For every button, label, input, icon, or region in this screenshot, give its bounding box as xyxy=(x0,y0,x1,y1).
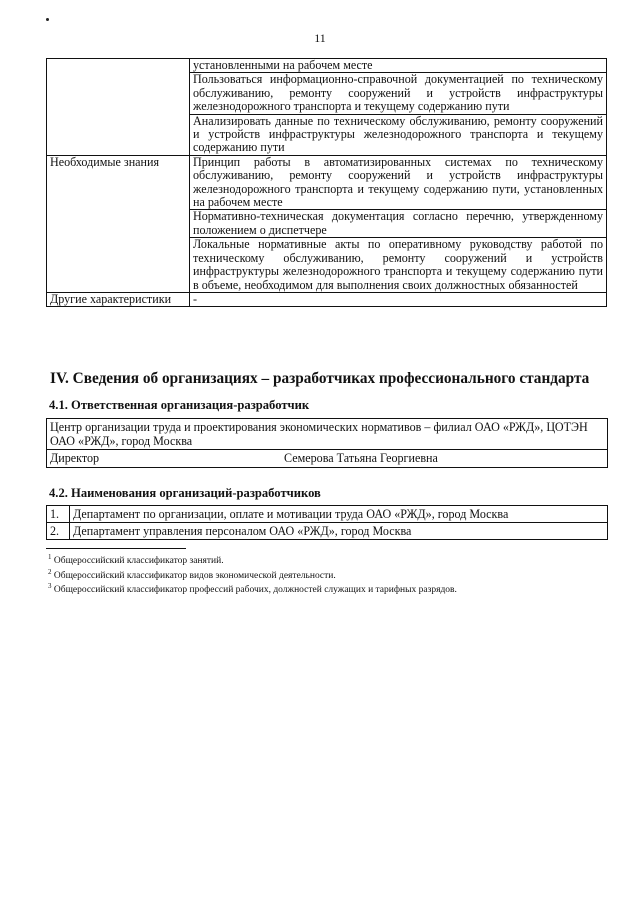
table-cell: Пользоваться информационно-справочной документацией по техническому обслуживанию, ремонту сооружений и устройств инфраструктуры железнодорожного транспорта и текущему содержанию пути xyxy=(190,73,607,114)
footnote xyxy=(48,581,457,596)
footnotes xyxy=(48,552,457,596)
responsible-org-table xyxy=(46,418,608,468)
table-cell: установленными на рабочем месте xyxy=(190,59,607,73)
characteristics-table xyxy=(46,58,607,307)
table-row xyxy=(47,155,607,210)
person-name: Семерова Татьяна Георгиевна xyxy=(284,451,438,465)
developers-table xyxy=(46,505,608,540)
section-title: IV. Сведения об организациях – разработчиках профессионального стандарта xyxy=(50,370,590,387)
table-row xyxy=(47,419,608,450)
table-row xyxy=(47,506,608,523)
footnote-text: Общероссийский классификатор профессий рабочих, должностей служащих и тарифных разрядов. xyxy=(51,585,457,596)
page-number: 11 xyxy=(314,31,326,45)
table-cell: Локальные нормативные акты по оперативному руководству работой по техническому обслуживанию, ремонту сооружений и устройств инфраструктуры железнодорожного транспорта и текущему содержанию пути в объеме, необходимом для выполнения своих должностных обязанностей xyxy=(190,238,607,293)
footnote xyxy=(48,552,457,567)
footnote-text: Общероссийский классификатор занятий. xyxy=(51,556,224,567)
position-label: Директор xyxy=(50,451,100,465)
subsection-title-responsible: 4.1. Ответственная организация-разработчик xyxy=(49,398,310,412)
footnote-mark: 2 xyxy=(48,567,52,576)
row-label-knowledge: Необходимые знания xyxy=(47,155,190,292)
footnote-mark: 1 xyxy=(48,553,52,561)
table-row xyxy=(47,292,607,306)
table-cell: Анализировать данные по техническому обслуживанию, ремонту сооружений и устройств инфраструктуры железнодорожного транспорта и текущему содержанию пути xyxy=(190,114,607,155)
scan-dot xyxy=(46,18,49,21)
organization-name: Центр организации труда и проектирования экономических нормативов – филиал ОАО «РЖД», ЦОТЭН ОАО «РЖД», город Москва xyxy=(47,419,608,450)
footnote-mark: 3 xyxy=(48,582,52,591)
footnote-divider xyxy=(46,548,186,549)
table-row xyxy=(47,523,608,540)
table-row xyxy=(47,59,607,73)
item-number: 1. xyxy=(47,506,70,523)
subsection-title-developers: 4.2. Наименования организаций-разработчиков xyxy=(49,486,321,500)
item-text: Департамент управления персоналом ОАО «РЖД», город Москва xyxy=(70,523,608,540)
row-label-other: Другие характеристики xyxy=(47,292,190,306)
director-row xyxy=(47,450,608,468)
footnote-text: Общероссийский классификатор видов экономической деятельности. xyxy=(51,570,336,581)
item-text: Департамент по организации, оплате и мотивации труда ОАО «РЖД», город Москва xyxy=(70,506,608,523)
table-row xyxy=(47,450,608,468)
table-cell: Нормативно-техническая документация согласно перечню, утвержденному положением о диспетчере xyxy=(190,210,607,238)
footnote xyxy=(48,567,457,582)
table-cell: - xyxy=(190,292,607,306)
row-label xyxy=(47,59,190,156)
table-cell: Принцип работы в автоматизированных системах по техническому обслуживанию, ремонту сооружений и устройств инфраструктуры железнодорожного транспорта и текущему содержанию пути, установленных на рабочем месте xyxy=(190,155,607,210)
item-number: 2. xyxy=(47,523,70,540)
